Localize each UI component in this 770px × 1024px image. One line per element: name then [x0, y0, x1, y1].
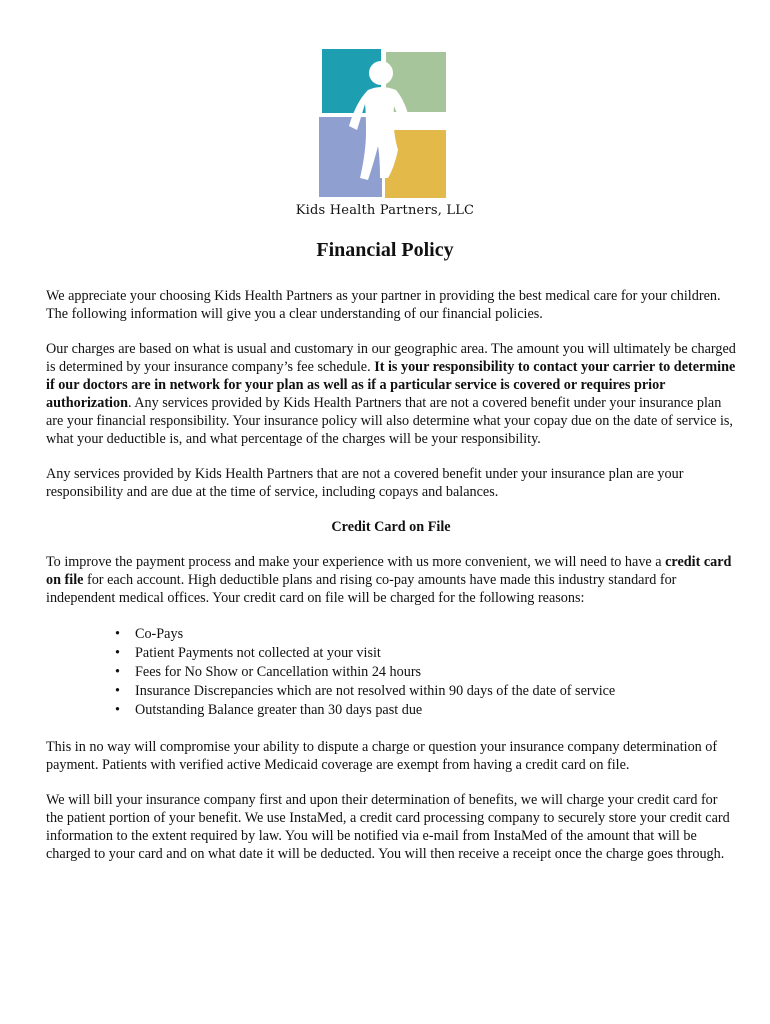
document-title: Financial Policy	[316, 239, 454, 261]
billing-paragraph: We will bill your insurance company first and upon their determination of benefits, we will charge your credit card for the patient portion of your benefit. We use InstaMed, a credit card processing company to securely store your credit card information to the extent required by law. You will be notified via e-mail from InstaMed of the amount that will be charged to your card and on what date it will be deducted. You will then receive a receipt once the charge goes through.	[46, 792, 730, 862]
credit-card-text-part-2: for each account. High deductible plans and rising co-pay amounts have made this industry standard for independent medical offices. Your credit card on file will be charged for the following reasons:	[46, 572, 677, 606]
charges-text-part-1: Our charges are based on what is usual and customary in our geographic area. The amount you will ultimately be charged is determined by your insurance company’s fee schedule.	[46, 341, 736, 375]
credit-card-paragraph	[46, 553, 736, 607]
list-item: • Co-Pays	[135, 625, 736, 644]
dispute-paragraph: This in no way will compromise your ability to dispute a charge or question your insurance company determination of payment. Patients with verified active Medicaid coverage are exempt from having a credit card on file.	[46, 739, 718, 773]
charges-paragraph	[46, 340, 736, 448]
intro-paragraph: We appreciate your choosing Kids Health Partners as your partner in providing the best medical care for your children. The following information will give you a clear understanding of our financial policies.	[46, 288, 721, 322]
charges-text-part-2: . Any services provided by Kids Health Partners that are not a covered benefit under your insurance plan are your financial responsibility. Your insurance policy will also determine what your copay due on the date of service is, what your deductible is, and what percentage of the charges will be your responsibility.	[46, 395, 733, 447]
non-covered-paragraph: Any services provided by Kids Health Partners that are not a covered benefit under your insurance plan are your responsibility and are due at the time of service, including copays and balances.	[46, 466, 684, 500]
list-item: • Outstanding Balance greater than 30 days past due	[135, 701, 736, 720]
company-name: Kids Health Partners, LLC	[295, 203, 475, 218]
list-item: • Fees for No Show or Cancellation within 24 hours	[135, 663, 736, 682]
policy-body	[46, 287, 736, 880]
kids-health-partners-logo	[318, 46, 448, 200]
list-item: • Patient Payments not collected at your visit	[135, 644, 736, 663]
charge-reasons-list	[46, 625, 736, 720]
responsibility-notice: It is your responsibility to contact your carrier to determine if our doctors are in network for your plan as well as if a particular service is covered or requires prior authorization	[46, 359, 736, 411]
credit-card-text-part-1: To improve the payment process and make your experience with us more convenient, we will need to have a	[46, 554, 666, 570]
credit-card-on-file-emphasis: credit card on file	[46, 554, 732, 588]
list-item: • Insurance Discrepancies which are not resolved within 90 days of the date of service	[135, 682, 736, 701]
credit-card-heading: Credit Card on File	[331, 519, 451, 535]
